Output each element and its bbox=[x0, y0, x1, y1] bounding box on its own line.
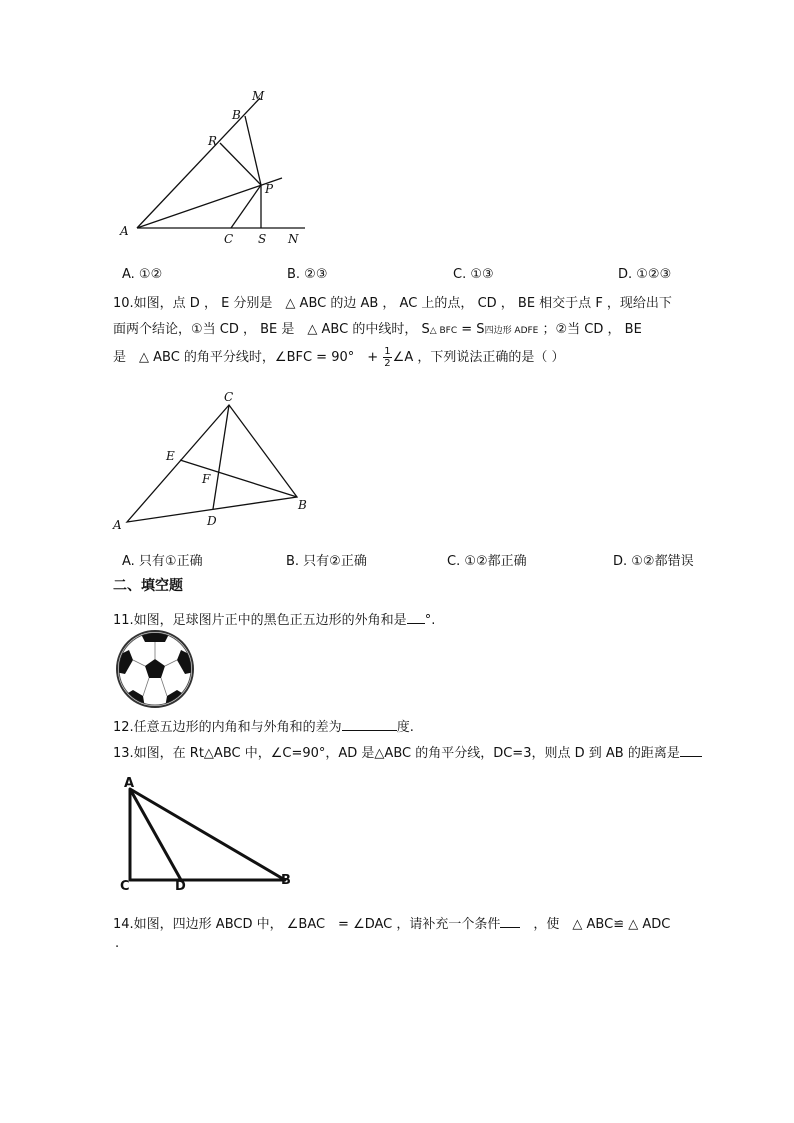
q10-option-c: C. ①②都正确 bbox=[447, 554, 527, 569]
q10-line-2 bbox=[113, 318, 642, 337]
q10-line-3 bbox=[113, 346, 564, 369]
label-B: B bbox=[298, 498, 307, 512]
figure-right-triangle bbox=[115, 772, 305, 897]
section-heading: 二、填空题 bbox=[113, 578, 183, 594]
q12-text-a: 12.任意五边形的内角和与外角和的差为 bbox=[113, 720, 342, 735]
q14-text-b: ，使 △ ABC≌ △ ADC bbox=[520, 917, 671, 932]
figure-angle-bisector bbox=[110, 85, 320, 255]
fraction-one-half bbox=[383, 346, 391, 369]
label-C: C bbox=[120, 879, 130, 894]
q10-option-a: A. 只有①正确 bbox=[122, 554, 203, 569]
q14-line-2: . bbox=[115, 936, 120, 951]
q11-answer-blank bbox=[407, 611, 425, 624]
q10-line-1: 10.如图，点 D ， E 分别是 △ ABC 的边 AB ， AC 上的点， CD ， BE 相交于点 F ，现给出下 bbox=[113, 296, 672, 311]
segment-pc bbox=[231, 185, 261, 228]
q10-line-3-a: 是 △ ABC 的角平分线时，∠BFC = 90° + bbox=[113, 350, 379, 365]
label-A: A bbox=[113, 518, 122, 532]
q10-line-2-a: 面两个结论，①当 CD ， BE 是 △ ABC 的中线时， S bbox=[113, 322, 430, 337]
q10-sub-bfc: △ BFC bbox=[429, 326, 458, 336]
q10-line-3-b: ∠A ，下列说法正确的是（ ） bbox=[392, 350, 565, 365]
segment-be bbox=[180, 460, 297, 497]
q9-option-b: B. ②③ bbox=[287, 267, 328, 282]
fraction-numerator: 1 bbox=[384, 346, 391, 357]
q11-text-b: °. bbox=[424, 613, 436, 628]
q13-text bbox=[113, 742, 702, 761]
q9-option-d: D. ①②③ bbox=[618, 267, 672, 282]
label-F: F bbox=[202, 472, 211, 486]
q13-answer-blank bbox=[680, 744, 702, 757]
q14-answer-blank bbox=[500, 915, 520, 928]
triangle-abc bbox=[127, 405, 297, 522]
segment-rp bbox=[220, 143, 261, 185]
label-N: N bbox=[288, 232, 299, 246]
triangle-acb bbox=[130, 789, 285, 880]
label-R: R bbox=[208, 134, 218, 148]
label-C: C bbox=[224, 390, 234, 404]
q9-option-a: A. ①② bbox=[122, 267, 163, 282]
label-D: D bbox=[175, 879, 186, 894]
q14-text-a: 14.如图，四边形 ABCD 中， ∠BAC = ∠DAC ，请补充一个条件 bbox=[113, 917, 501, 932]
label-B: B bbox=[232, 108, 241, 122]
label-S: S bbox=[258, 232, 267, 246]
figure-triangle-cevians bbox=[110, 385, 320, 535]
q11-text bbox=[113, 609, 435, 628]
label-E: E bbox=[166, 449, 175, 463]
q10-sub-adfe: 四边形 ADFE bbox=[484, 326, 539, 336]
label-C: C bbox=[224, 232, 234, 246]
label-P: P bbox=[265, 182, 274, 196]
q9-option-c: C. ①③ bbox=[453, 267, 494, 282]
q10-option-b: B. 只有②正确 bbox=[286, 554, 367, 569]
soccer-ball-image bbox=[115, 630, 195, 708]
segment-bp bbox=[245, 116, 261, 185]
fraction-denominator: 2 bbox=[384, 358, 391, 369]
q10-option-d: D. ①②都错误 bbox=[613, 554, 694, 569]
q13-text-a: 13.如图，在 Rt△ABC 中，∠C=90°，AD 是△ABC 的角平分线，DC=3，则点 D 到 AB 的距离是 bbox=[113, 746, 680, 761]
q10-line-2-c: ；②当 CD ， BE bbox=[538, 322, 642, 337]
q10-line-2-b: = S bbox=[457, 322, 485, 337]
q12-text-b: 度. bbox=[396, 720, 414, 735]
ray-am bbox=[137, 98, 260, 228]
label-B: B bbox=[281, 873, 291, 888]
q14-text bbox=[113, 913, 670, 932]
label-A: A bbox=[124, 776, 135, 791]
q11-text-a: 11.如图，足球图片正中的黑色正五边形的外角和是 bbox=[113, 613, 407, 628]
label-A: A bbox=[120, 224, 129, 238]
label-D: D bbox=[207, 514, 217, 528]
q12-text bbox=[113, 716, 414, 735]
q12-answer-blank bbox=[342, 718, 397, 731]
label-M: M bbox=[252, 89, 265, 103]
